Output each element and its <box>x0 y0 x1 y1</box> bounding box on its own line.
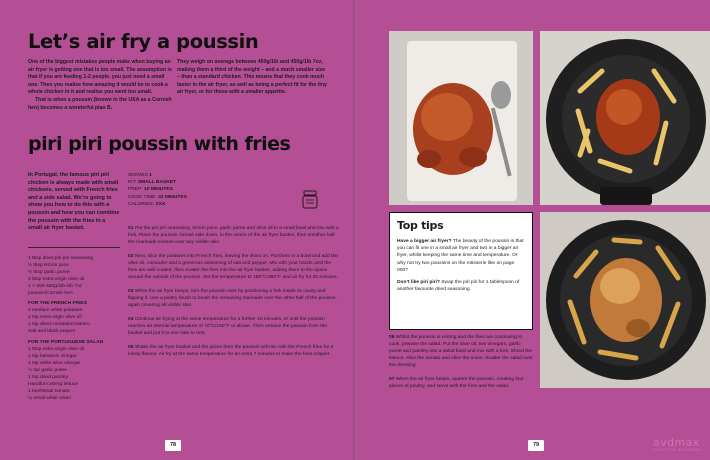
page-number-left: 78 <box>165 440 181 451</box>
recipe-lead: In Portugal, the famous piri piri chicken is always made with small chickens, served with French fries and a side salad. We’re going to show you how to do this with a poussin and how you can combine the poussin with the fries in a small air fryer basket. <box>28 172 120 232</box>
ingredient-item: ½ tsp garlic puree <box>28 367 67 373</box>
intro-paragraph: That is when a poussin (known in the USA as a Cornish hen) becomes a wonderful plan B. <box>28 96 172 111</box>
watermark-logo: avdmax BOOKS FOR BEGINNERS <box>653 436 701 452</box>
recipe-meta <box>128 172 187 208</box>
ingredient-item: 1 beefsteak tomato <box>28 388 70 394</box>
recipe-title: piri piri poussin with fries <box>28 133 291 155</box>
ingredient-item: poussin/Cornish hen <box>28 291 73 297</box>
method-steps <box>128 225 340 365</box>
method-step: 05 Shake the air fryer basket and the juices from the poussin will mix with the French fries for a lovely flavour. Air fry at the same temperature for an extra 7 minutes to make the fries crispier. <box>128 345 334 357</box>
ingredient-item: 2 tbsp extra virgin olive oil <box>28 277 85 283</box>
ingredient-item: 1 tsp dried parsley <box>28 374 68 380</box>
air-fryer-basket-icon <box>302 190 318 210</box>
ingredient-item: Salt and black pepper <box>28 329 76 335</box>
tip: Have a bigger air fryer? The beauty of the poussin is that you can fit one in a small air fryer and two in a bigger air fryer, whilst keeping the same time and temperature. Or why not try two poussins on the rotisserie like on page 000? <box>397 239 524 273</box>
photo-poussin-with-fries-in-basket <box>540 31 710 205</box>
meta-serves: SERVES 1 <box>128 173 152 178</box>
intro-right-column <box>177 59 327 97</box>
method-step: 01 Put the piri piri seasoning, lemon juice, garlic puree and olive oil in a small bowl and mix with a fork. Place the poussin, breast side down, in the centre of the air fryer basket, then smother half the marinade mixture over any visible skin. <box>128 226 339 245</box>
ingredient-item: 1 tsp white wine vinegar <box>28 360 81 366</box>
meta-cook-time: COOK TIME: 42 MINUTES <box>128 194 187 200</box>
method-step: 06 Whilst the poussin is resting and the fries are continuing to cook, prepare the salad. Put the olive oil, two vinegars, garlic puree and parsley into a salad bowl and mix with a fork. Shred the lettuce, slice the tomato and slice the onion. Scatter the salad over the dressing. <box>389 335 533 368</box>
meta-calories: CALORIES: XXX <box>128 201 166 207</box>
ingredient-item: ½ tbsp lemon juice <box>28 263 69 269</box>
intro-paragraph: They weigh on average between 450g/1lb and 450g/1lb 7oz, making them a third of the weight – and a much smaller size – than a standard chicken. This means that they cook much faster in the air fryer, as well as being a perfect fit for the tiny air fryer, or for those with a smaller appetite. <box>177 59 327 96</box>
photo-cooked-poussin-in-basket <box>540 212 710 388</box>
tip: Don’t like piri piri? Swap the piri piri for 1 tablespoon of another favourite dried seasoning. <box>397 280 520 293</box>
photo-marinated-poussin <box>389 31 533 205</box>
ingredients-list <box>28 255 120 402</box>
ingredient-item: 1 tsp balsamic vinegar <box>28 353 77 359</box>
method-step: 07 When the air fryer beeps, quarter the poussin, creating four pieces of poultry, and serve with the fries and the salad. <box>389 377 524 389</box>
ingredient-item: 1 × 450-450g/1lb-1lb 7oz <box>28 284 83 290</box>
method-step: 02 Next, slice the potatoes into French fries, leaving the skins on. Put them in a bowl and add the olive oil, coriander and a generous seasoning of salt and pepper. Mix with your hands until the fries are well coated, then scatter the fries into the air fryer basket, adding them to the space around the outside of the poussin. Set the temperature to 180°C/360°F and air fry for 20 minutes. <box>128 254 338 280</box>
ingredient-item: 2 tsp extra virgin olive oil <box>28 315 82 321</box>
ingredient-item: Handful iceberg lettuce <box>28 381 79 387</box>
meta-prep: PREP: 10 MINUTES <box>128 187 173 193</box>
intro-paragraph: One of the biggest mistakes people make when buying an air fryer is getting one that is too small. The assumption is that if you are feeding 1-2 people, you just need a small one. Then you realise how amazing it would be to cook a whole chicken in it and realise you went too small. <box>28 59 172 96</box>
intro-left-column <box>28 59 174 112</box>
method-steps-continued <box>389 334 533 397</box>
page-gutter <box>353 0 357 460</box>
ingredient-item: ¼ small white onion <box>28 395 71 401</box>
meta-kit: KIT: SMALL BASKET <box>128 180 177 186</box>
salad-heading: FOR THE PORTUGUESE SALAD <box>28 339 104 345</box>
page-title: Let’s air fry a poussin <box>28 30 259 53</box>
ingredient-item: 1 tsp dried coriander/cilantro <box>28 322 90 328</box>
ingredient-item: 1 tbsp extra virgin olive oil <box>28 346 85 352</box>
method-step: 04 Continue air frying at the same temperature for a further 15 minutes, or until the poussin reaches an internal temperature of 70°C/160°F or above. Then remove the poussin from the basket and put it to one side to rest. <box>128 317 328 336</box>
ingredient-item: 2 medium white potatoes <box>28 308 83 314</box>
section-divider <box>28 247 120 248</box>
page-number-right: 79 <box>528 440 544 451</box>
tips-title: Top tips <box>397 219 444 232</box>
fries-heading: FOR THE FRENCH FRIES <box>28 301 87 307</box>
top-tips-box <box>389 212 533 330</box>
ingredient-item: ½ tbsp garlic puree <box>28 270 70 276</box>
method-step: 03 When the air fryer beeps, turn the poussin over by positioning a fork inside its cavity and flipping it. Use a pastry brush to brush the remaining marinade over the other half of the poussin, again covering all visible skin. <box>128 289 337 308</box>
ingredient-item: 1 tbsp dried piri piri seasoning <box>28 256 93 261</box>
